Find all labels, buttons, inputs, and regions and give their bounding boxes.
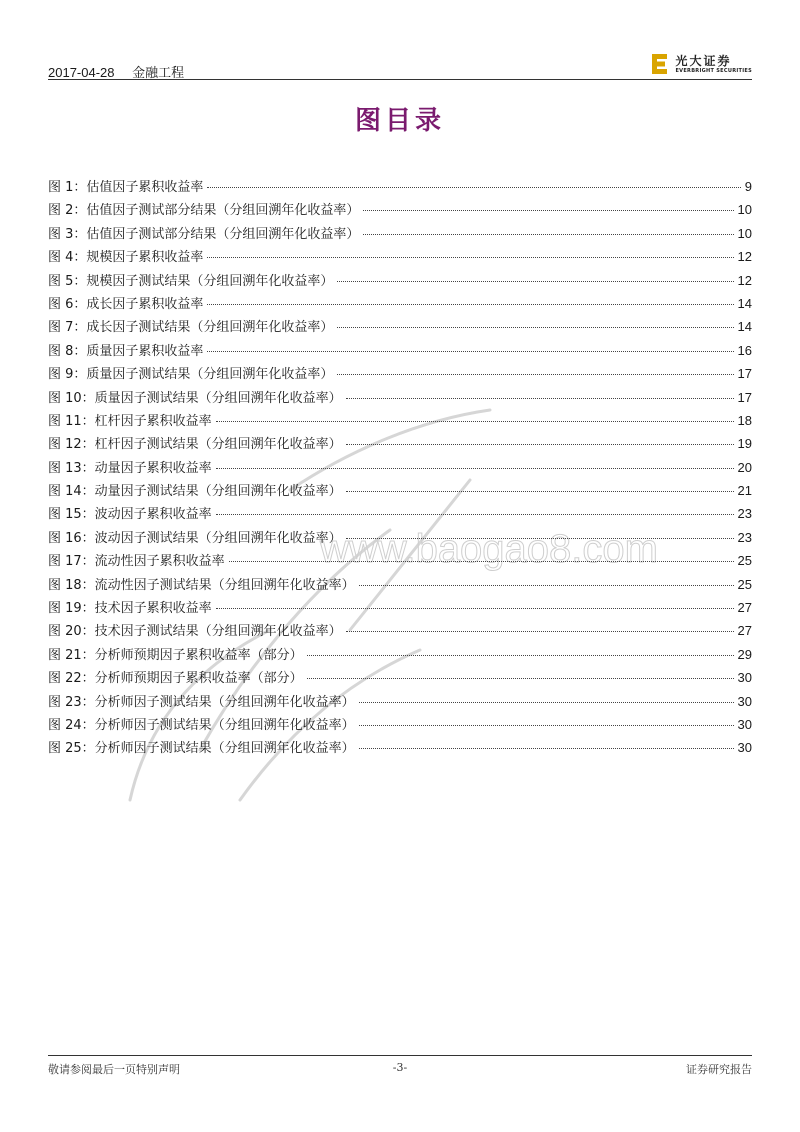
toc-entry[interactable]	[48, 667, 752, 690]
toc-entry-label: 图 16：波动因子测试结果（分组回溯年化收益率）	[48, 530, 342, 546]
toc-entry-page: 27	[737, 623, 752, 639]
toc-leader-dots	[346, 538, 734, 539]
toc-leader-dots	[216, 514, 734, 515]
toc-entry-page: 18	[737, 412, 752, 428]
toc-entry-label: 图 3：估值因子测试部分结果（分组回溯年化收益率）	[48, 226, 360, 242]
toc-leader-dots	[359, 748, 734, 749]
toc-leader-dots	[363, 210, 733, 211]
toc-entry[interactable]	[48, 223, 752, 246]
toc-entry[interactable]	[48, 293, 752, 316]
toc-entry-label: 图 18：流动性因子测试结果（分组回溯年化收益率）	[48, 577, 355, 593]
toc-leader-dots	[216, 468, 734, 469]
toc-leader-dots	[359, 725, 734, 726]
toc-entry-label: 图 21：分析师预期因子累积收益率（部分）	[48, 647, 303, 663]
toc-leader-dots	[346, 631, 734, 632]
toc-entry-page: 27	[737, 600, 752, 616]
toc-entry-label: 图 13：动量因子累积收益率	[48, 460, 212, 476]
toc-entry-page: 30	[737, 716, 752, 732]
toc-entry-label: 图 15：波动因子累积收益率	[48, 507, 212, 523]
page-footer	[48, 1061, 752, 1077]
toc-entry-page: 12	[737, 249, 752, 265]
toc-entry[interactable]	[48, 340, 752, 363]
toc-entry-label: 图 7：成长因子测试结果（分组回溯年化收益率）	[48, 320, 334, 336]
toc-entry[interactable]	[48, 503, 752, 526]
toc-entry-page: 14	[737, 295, 752, 311]
toc-entry-label: 图 8：质量因子累积收益率	[48, 343, 204, 359]
toc-leader-dots	[216, 608, 734, 609]
toc-entry-label: 图 5：规模因子测试结果（分组回溯年化收益率）	[48, 273, 334, 289]
toc-leader-dots	[359, 702, 734, 703]
watermark-text: www.baogao8.com	[320, 527, 658, 571]
toc-entry-page: 30	[737, 670, 752, 686]
toc-entry[interactable]	[48, 199, 752, 222]
toc-entry[interactable]	[48, 480, 752, 503]
toc-entry-page: 10	[737, 202, 752, 218]
toc-entry[interactable]	[48, 597, 752, 620]
toc-entry[interactable]	[48, 316, 752, 339]
toc-entry[interactable]	[48, 363, 752, 386]
toc-entry[interactable]	[48, 457, 752, 480]
toc-entry-label: 图 23：分析师因子测试结果（分组回溯年化收益率）	[48, 694, 355, 710]
toc-entry-label: 图 20：技术因子测试结果（分组回溯年化收益率）	[48, 624, 342, 640]
brand-name-cn: 光大证券	[675, 53, 732, 68]
toc-entry-page: 21	[737, 483, 752, 499]
everbright-logo-icon	[651, 53, 669, 75]
toc-entry-page: 30	[737, 740, 752, 756]
page-header	[48, 50, 752, 80]
toc-entry-label: 图 12：杠杆因子测试结果（分组回溯年化收益率）	[48, 437, 342, 453]
toc-entry-page: 20	[737, 459, 752, 475]
toc-entry[interactable]	[48, 574, 752, 597]
toc-entry[interactable]	[48, 387, 752, 410]
toc-entry[interactable]	[48, 410, 752, 433]
toc-entry-page: 23	[737, 529, 752, 545]
toc-leader-dots	[337, 327, 733, 328]
toc-entry[interactable]	[48, 246, 752, 269]
toc-leader-dots	[307, 678, 734, 679]
toc-entry-page: 9	[744, 179, 752, 194]
toc-entry-page: 12	[737, 272, 752, 288]
toc-entry[interactable]	[48, 527, 752, 550]
toc-leader-dots	[307, 655, 734, 656]
toc-entry[interactable]	[48, 714, 752, 737]
brand-logo	[651, 50, 752, 78]
toc-entry-label: 图 17：流动性因子累积收益率	[48, 554, 225, 570]
toc-entry-page: 14	[737, 319, 752, 335]
toc-leader-dots	[216, 421, 734, 422]
toc-leader-dots	[346, 444, 734, 445]
toc-entry-label: 图 19：技术因子累积收益率	[48, 601, 212, 617]
toc-entry[interactable]	[48, 176, 752, 199]
toc-leader-dots	[337, 281, 733, 282]
report-type: 证券研究报告	[686, 1063, 752, 1076]
toc-entry-label: 图 25：分析师因子测试结果（分组回溯年化收益率）	[48, 741, 355, 757]
toc-leader-dots	[207, 187, 740, 188]
toc-leader-dots	[346, 398, 734, 399]
brand-name-en: EVERBRIGHT SECURITIES	[675, 67, 752, 74]
toc-entry-page: 19	[737, 436, 752, 452]
toc-leader-dots	[207, 351, 733, 352]
report-category: 金融工程	[132, 65, 185, 80]
toc-leader-dots	[207, 304, 733, 305]
toc-entry[interactable]	[48, 691, 752, 714]
toc-leader-dots	[359, 585, 734, 586]
toc-leader-dots	[207, 257, 733, 258]
toc-entry-page: 16	[737, 342, 752, 358]
toc-entry-label: 图 1：估值因子累积收益率	[48, 180, 204, 195]
toc-entry[interactable]	[48, 550, 752, 573]
header-divider	[48, 79, 752, 80]
disclaimer-note: 敬请参阅最后一页特别声明	[48, 1063, 180, 1076]
toc-entry-label: 图 22：分析师预期因子累积收益率（部分）	[48, 671, 303, 687]
toc-entry-page: 23	[737, 506, 752, 522]
toc-entry-page: 30	[737, 693, 752, 709]
toc-entry[interactable]	[48, 644, 752, 667]
toc-entry-label: 图 14：动量因子测试结果（分组回溯年化收益率）	[48, 484, 342, 500]
page-title: 图目录	[354, 106, 445, 136]
toc-entry-label: 图 4：规模因子累积收益率	[48, 250, 204, 266]
toc-entry-label: 图 24：分析师因子测试结果（分组回溯年化收益率）	[48, 717, 355, 733]
toc-entry-page: 25	[737, 576, 752, 592]
toc-leader-dots	[363, 234, 733, 235]
toc-entry-page: 10	[737, 225, 752, 241]
figure-list	[48, 176, 752, 761]
toc-entry-label: 图 2：估值因子测试部分结果（分组回溯年化收益率）	[48, 203, 360, 219]
toc-entry[interactable]	[48, 737, 752, 760]
toc-entry[interactable]	[48, 620, 752, 643]
toc-entry[interactable]	[48, 433, 752, 456]
toc-entry-label: 图 10：质量因子测试结果（分组回溯年化收益率）	[48, 390, 342, 406]
toc-entry-label: 图 11：杠杆因子累积收益率	[48, 413, 212, 429]
report-date: 2017-04-28	[48, 65, 115, 80]
footer-divider	[48, 1055, 752, 1056]
toc-leader-dots	[229, 561, 734, 562]
toc-entry[interactable]	[48, 270, 752, 293]
toc-entry-label: 图 6：成长因子累积收益率	[48, 296, 204, 312]
toc-entry-page: 29	[737, 646, 752, 662]
page-number: -3-	[392, 1061, 408, 1074]
toc-leader-dots	[346, 491, 734, 492]
toc-entry-page: 17	[737, 389, 752, 405]
toc-entry-label: 图 9：质量因子测试结果（分组回溯年化收益率）	[48, 367, 334, 383]
toc-entry-page: 25	[737, 553, 752, 569]
toc-entry-page: 17	[737, 366, 752, 382]
toc-leader-dots	[337, 374, 733, 375]
